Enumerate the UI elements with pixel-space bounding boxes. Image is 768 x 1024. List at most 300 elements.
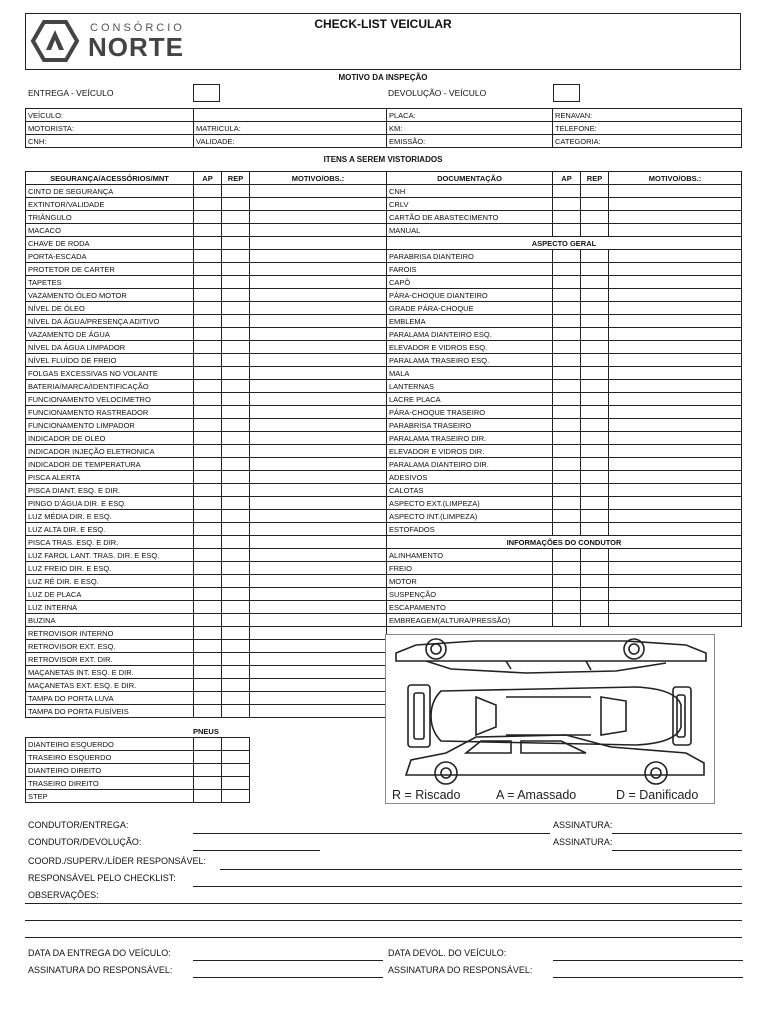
ap-cell[interactable] <box>553 276 581 289</box>
rep-cell[interactable] <box>222 471 250 484</box>
rep-cell[interactable] <box>581 263 609 276</box>
rep-cell[interactable] <box>581 445 609 458</box>
ap-cell[interactable] <box>194 764 222 777</box>
devolucao-checkbox[interactable] <box>553 84 580 102</box>
motivo-cell[interactable] <box>250 185 387 198</box>
motivo-cell[interactable] <box>609 484 742 497</box>
ap-cell[interactable] <box>194 536 222 549</box>
ap-cell[interactable] <box>553 458 581 471</box>
rep-cell[interactable] <box>222 289 250 302</box>
motivo-cell[interactable] <box>250 458 387 471</box>
motivo-cell[interactable] <box>609 328 742 341</box>
rep-cell[interactable] <box>222 738 250 751</box>
rep-cell[interactable] <box>581 302 609 315</box>
rep-cell[interactable] <box>222 328 250 341</box>
data-devol-line[interactable] <box>553 960 743 961</box>
car-damage-diagram[interactable] <box>385 634 715 804</box>
item-label: FREIO <box>387 562 553 575</box>
item-label: MAÇANETAS EXT. ESQ. E DIR. <box>26 679 194 692</box>
ap-cell[interactable] <box>194 406 222 419</box>
ap-cell[interactable] <box>194 198 222 211</box>
rep-cell[interactable] <box>222 790 250 803</box>
ap-cell[interactable] <box>553 354 581 367</box>
motivo-cell[interactable] <box>609 276 742 289</box>
motivo-cell[interactable] <box>250 640 387 653</box>
responsavel-line[interactable] <box>193 886 742 887</box>
rep-cell[interactable] <box>581 484 609 497</box>
ap-cell[interactable] <box>553 393 581 406</box>
motivo-cell[interactable] <box>609 250 742 263</box>
item-label: GRADE PÁRA-CHOQUE <box>387 302 553 315</box>
vehicle-info-cell[interactable]: MOTORISTA: <box>26 122 194 135</box>
motivo-cell[interactable] <box>609 289 742 302</box>
rep-cell[interactable] <box>581 549 609 562</box>
motivo-cell[interactable] <box>250 250 387 263</box>
right-checklist-row <box>387 484 742 497</box>
item-label: PARABRISA TRASEIRO <box>387 419 553 432</box>
motivo-cell[interactable] <box>250 315 387 328</box>
ap-cell[interactable] <box>194 575 222 588</box>
motivo-cell[interactable] <box>609 601 742 614</box>
rep-cell[interactable] <box>581 185 609 198</box>
rep-cell[interactable] <box>222 250 250 263</box>
ap-cell[interactable] <box>194 367 222 380</box>
ap-cell[interactable] <box>553 471 581 484</box>
ap-cell[interactable] <box>194 790 222 803</box>
ap-cell[interactable] <box>194 432 222 445</box>
observacoes-line-3[interactable] <box>25 937 742 938</box>
page-title: CHECK-LIST VEICULAR <box>314 17 452 31</box>
motivo-cell[interactable] <box>250 653 387 666</box>
motivo-cell[interactable] <box>250 575 387 588</box>
rep-cell[interactable] <box>222 185 250 198</box>
rep-cell[interactable] <box>581 432 609 445</box>
motivo-cell[interactable] <box>250 536 387 549</box>
rep-cell[interactable] <box>222 679 250 692</box>
ap-cell[interactable] <box>553 289 581 302</box>
data-devol-label: DATA DEVOL. DO VEÍCULO: <box>388 948 507 958</box>
ap-cell[interactable] <box>194 614 222 627</box>
motivo-cell[interactable] <box>609 393 742 406</box>
ap-cell[interactable] <box>194 185 222 198</box>
ap-cell[interactable] <box>553 523 581 536</box>
vehicle-info-cell[interactable] <box>194 109 387 122</box>
motivo-cell[interactable] <box>609 341 742 354</box>
rep-cell[interactable] <box>222 777 250 790</box>
ap-cell[interactable] <box>194 263 222 276</box>
ap-cell[interactable] <box>553 614 581 627</box>
left-checklist-row <box>26 406 387 419</box>
rep-cell[interactable] <box>222 367 250 380</box>
data-entrega-label: DATA DA ENTREGA DO VEÍCULO: <box>28 948 171 958</box>
rep-cell[interactable] <box>581 393 609 406</box>
rep-cell[interactable] <box>222 419 250 432</box>
ap-cell[interactable] <box>194 328 222 341</box>
rep-cell[interactable] <box>222 276 250 289</box>
rep-cell[interactable] <box>581 341 609 354</box>
vehicle-info-cell[interactable]: VALIDADE: <box>194 135 387 148</box>
ap-cell[interactable] <box>553 510 581 523</box>
item-label: MOTOR <box>387 575 553 588</box>
right-checklist-row <box>387 250 742 263</box>
motivo-cell[interactable] <box>250 367 387 380</box>
rep-cell[interactable] <box>222 575 250 588</box>
pneus-row <box>26 764 250 777</box>
rep-cell[interactable] <box>222 653 250 666</box>
assinatura-resp-line-right[interactable] <box>553 977 743 978</box>
rep-cell[interactable] <box>222 484 250 497</box>
ap-cell[interactable] <box>194 679 222 692</box>
motivo-cell[interactable] <box>609 575 742 588</box>
ap-cell[interactable] <box>194 393 222 406</box>
ap-cell[interactable] <box>553 250 581 263</box>
rep-cell[interactable] <box>581 601 609 614</box>
motivo-cell[interactable] <box>609 458 742 471</box>
ap-cell[interactable] <box>553 302 581 315</box>
motivo-cell[interactable] <box>609 432 742 445</box>
ap-cell[interactable] <box>553 328 581 341</box>
motivo-cell[interactable] <box>250 393 387 406</box>
motivo-cell[interactable] <box>250 562 387 575</box>
rep-cell[interactable] <box>581 458 609 471</box>
right-checklist-row <box>387 341 742 354</box>
motivo-cell[interactable] <box>609 263 742 276</box>
motivo-cell[interactable] <box>609 367 742 380</box>
motivo-cell[interactable] <box>609 185 742 198</box>
motivo-cell[interactable] <box>250 380 387 393</box>
motivo-cell[interactable] <box>250 601 387 614</box>
motivo-cell[interactable] <box>250 276 387 289</box>
ap-cell[interactable] <box>194 458 222 471</box>
documentacao-header: DOCUMENTAÇÃO <box>387 172 553 185</box>
right-checklist-row <box>387 237 742 250</box>
ap-cell[interactable] <box>553 497 581 510</box>
tire-label: STEP <box>26 790 194 803</box>
rep-cell[interactable] <box>222 393 250 406</box>
motivo-cell[interactable] <box>250 588 387 601</box>
condutor-entrega-line[interactable] <box>193 833 550 834</box>
entrega-checkbox[interactable] <box>193 84 220 102</box>
ap-cell[interactable] <box>194 627 222 640</box>
rep-cell[interactable] <box>581 510 609 523</box>
ap-cell[interactable] <box>553 562 581 575</box>
rep-cell[interactable] <box>222 263 250 276</box>
item-label: PISCA ALERTA <box>26 471 194 484</box>
motivo-cell[interactable] <box>609 614 742 627</box>
motivo-cell[interactable] <box>250 679 387 692</box>
rep-cell[interactable] <box>222 198 250 211</box>
left-checklist-row <box>26 692 387 705</box>
ap-cell[interactable] <box>194 705 222 718</box>
ap-cell[interactable] <box>194 497 222 510</box>
ap-cell[interactable] <box>194 289 222 302</box>
rep-cell[interactable] <box>222 237 250 250</box>
vehicle-info-cell[interactable]: VEÍCULO: <box>26 109 194 122</box>
ap-cell[interactable] <box>194 484 222 497</box>
motivo-cell[interactable] <box>250 471 387 484</box>
motivo-cell[interactable] <box>250 237 387 250</box>
rep-cell[interactable] <box>581 419 609 432</box>
ap-cell[interactable] <box>553 549 581 562</box>
rep-cell[interactable] <box>222 666 250 679</box>
left-checklist-row <box>26 588 387 601</box>
left-checklist-row <box>26 393 387 406</box>
rep-cell[interactable] <box>222 510 250 523</box>
rep-cell[interactable] <box>222 224 250 237</box>
rep-cell[interactable] <box>581 224 609 237</box>
ap-header: AP <box>194 172 222 185</box>
rep-cell[interactable] <box>222 562 250 575</box>
rep-cell[interactable] <box>581 289 609 302</box>
rep-cell[interactable] <box>222 432 250 445</box>
motivo-cell[interactable] <box>609 523 742 536</box>
ap-cell[interactable] <box>553 380 581 393</box>
motivo-cell[interactable] <box>609 211 742 224</box>
motivo-cell[interactable] <box>609 445 742 458</box>
vehicle-info-cell[interactable]: CNH: <box>26 135 194 148</box>
motivo-cell[interactable] <box>609 354 742 367</box>
right-checklist-row <box>387 406 742 419</box>
ap-cell[interactable] <box>553 406 581 419</box>
ap-cell[interactable] <box>553 185 581 198</box>
motivo-cell[interactable] <box>609 224 742 237</box>
rep-cell[interactable] <box>222 354 250 367</box>
rep-cell[interactable] <box>222 445 250 458</box>
rep-cell[interactable] <box>222 211 250 224</box>
rep-cell[interactable] <box>222 549 250 562</box>
coord-line[interactable] <box>220 869 742 870</box>
right-checklist-row <box>387 185 742 198</box>
ap-cell[interactable] <box>194 224 222 237</box>
ap-cell[interactable] <box>553 484 581 497</box>
ap-cell[interactable] <box>194 523 222 536</box>
ap-cell[interactable] <box>194 302 222 315</box>
rep-header: REP <box>581 172 609 185</box>
rep-cell[interactable] <box>581 471 609 484</box>
motivo-cell[interactable] <box>250 263 387 276</box>
motivo-cell[interactable] <box>250 692 387 705</box>
rep-cell[interactable] <box>222 497 250 510</box>
ap-cell[interactable] <box>194 588 222 601</box>
rep-cell[interactable] <box>581 575 609 588</box>
right-checklist-row <box>387 614 742 627</box>
rep-cell[interactable] <box>581 562 609 575</box>
data-entrega-line[interactable] <box>193 960 383 961</box>
item-label: TRIÂNGULO <box>26 211 194 224</box>
rep-cell[interactable] <box>581 250 609 263</box>
motivo-cell[interactable] <box>250 419 387 432</box>
condutor-devolucao-line[interactable] <box>193 850 320 851</box>
rep-cell[interactable] <box>222 764 250 777</box>
item-label: TAPETES <box>26 276 194 289</box>
vehicle-info-cell[interactable]: PLACA: <box>387 109 553 122</box>
ap-cell[interactable] <box>553 419 581 432</box>
rep-cell[interactable] <box>222 705 250 718</box>
ap-cell[interactable] <box>194 751 222 764</box>
ap-cell[interactable] <box>194 380 222 393</box>
ap-cell[interactable] <box>553 315 581 328</box>
motivo-cell[interactable] <box>609 510 742 523</box>
rep-cell[interactable] <box>222 601 250 614</box>
rep-cell[interactable] <box>222 692 250 705</box>
vehicle-info-row <box>26 122 742 135</box>
motivo-cell[interactable] <box>250 627 387 640</box>
motivo-cell[interactable] <box>250 484 387 497</box>
vehicle-info-cell[interactable]: TELEFONE: <box>553 122 742 135</box>
ap-cell[interactable] <box>553 224 581 237</box>
item-label: NÍVEL DE ÓLEO <box>26 302 194 315</box>
ap-cell[interactable] <box>194 419 222 432</box>
rep-cell[interactable] <box>581 315 609 328</box>
pneus-title: PNEUS <box>193 727 219 736</box>
ap-cell[interactable] <box>553 341 581 354</box>
ap-cell[interactable] <box>194 653 222 666</box>
motivo-cell[interactable] <box>250 510 387 523</box>
rep-cell[interactable] <box>581 523 609 536</box>
rep-cell[interactable] <box>222 640 250 653</box>
assinatura-devolucao-line[interactable] <box>612 850 742 851</box>
rep-cell[interactable] <box>222 751 250 764</box>
ap-cell[interactable] <box>194 601 222 614</box>
rep-cell[interactable] <box>581 198 609 211</box>
ap-cell[interactable] <box>194 471 222 484</box>
vehicle-info-cell[interactable]: CATEGORIA: <box>553 135 742 148</box>
item-label: ELEVADOR E VIDROS ESQ. <box>387 341 553 354</box>
left-checklist-row <box>26 562 387 575</box>
right-checklist-row <box>387 575 742 588</box>
motivo-cell[interactable] <box>609 198 742 211</box>
rep-cell[interactable] <box>581 211 609 224</box>
ap-cell[interactable] <box>194 276 222 289</box>
vehicle-info-table <box>25 108 742 148</box>
left-checklist-row <box>26 419 387 432</box>
left-checklist-row <box>26 705 387 718</box>
ap-cell[interactable] <box>194 354 222 367</box>
motivo-cell[interactable] <box>250 523 387 536</box>
ap-cell[interactable] <box>194 510 222 523</box>
ap-cell[interactable] <box>194 211 222 224</box>
motivo-cell[interactable] <box>250 549 387 562</box>
ap-cell[interactable] <box>553 445 581 458</box>
vehicle-info-cell[interactable]: RENAVAN: <box>553 109 742 122</box>
motivo-cell[interactable] <box>250 705 387 718</box>
motivo-cell[interactable] <box>609 419 742 432</box>
motivo-cell[interactable] <box>250 432 387 445</box>
motivo-cell[interactable] <box>609 302 742 315</box>
left-checklist-row <box>26 679 387 692</box>
ap-cell[interactable] <box>194 250 222 263</box>
observacoes-line-1[interactable] <box>25 903 742 904</box>
ap-cell[interactable] <box>194 315 222 328</box>
ap-cell[interactable] <box>194 562 222 575</box>
vehicle-info-cell[interactable]: EMISSÃO: <box>387 135 553 148</box>
rep-cell[interactable] <box>581 614 609 627</box>
rep-cell[interactable] <box>581 588 609 601</box>
ap-cell[interactable] <box>194 640 222 653</box>
motivo-cell[interactable] <box>609 380 742 393</box>
rep-cell[interactable] <box>581 367 609 380</box>
ap-cell[interactable] <box>553 601 581 614</box>
ap-cell[interactable] <box>553 575 581 588</box>
ap-cell[interactable] <box>553 211 581 224</box>
ap-cell[interactable] <box>194 445 222 458</box>
motivo-cell[interactable] <box>250 406 387 419</box>
left-checklist-row <box>26 640 387 653</box>
motivo-cell[interactable] <box>609 549 742 562</box>
rep-cell[interactable] <box>222 588 250 601</box>
motivo-cell[interactable] <box>250 302 387 315</box>
motivo-cell[interactable] <box>609 562 742 575</box>
rep-cell[interactable] <box>222 523 250 536</box>
rep-cell[interactable] <box>222 406 250 419</box>
ap-cell[interactable] <box>194 692 222 705</box>
assinatura-resp-line-left[interactable] <box>193 977 383 978</box>
rep-cell[interactable] <box>581 354 609 367</box>
rep-cell[interactable] <box>222 614 250 627</box>
motivo-cell[interactable] <box>250 198 387 211</box>
vehicle-info-cell[interactable]: MATRICULA: <box>194 122 387 135</box>
motivo-cell[interactable] <box>250 666 387 679</box>
ap-cell[interactable] <box>553 263 581 276</box>
item-label: EMBLEMA <box>387 315 553 328</box>
motivo-cell[interactable] <box>250 445 387 458</box>
rep-cell[interactable] <box>581 328 609 341</box>
motivo-cell[interactable] <box>609 471 742 484</box>
motivo-cell[interactable] <box>250 341 387 354</box>
ap-cell[interactable] <box>194 341 222 354</box>
ap-cell[interactable] <box>194 237 222 250</box>
rep-cell[interactable] <box>222 380 250 393</box>
motivo-cell[interactable] <box>250 328 387 341</box>
right-checklist-row <box>387 198 742 211</box>
motivo-cell[interactable] <box>609 406 742 419</box>
rep-cell[interactable] <box>222 536 250 549</box>
ap-cell[interactable] <box>553 588 581 601</box>
motivo-cell[interactable] <box>609 315 742 328</box>
item-label: PISCA TRAS. ESQ. E DIR. <box>26 536 194 549</box>
left-checklist-row <box>26 497 387 510</box>
assinatura-entrega-line[interactable] <box>612 833 742 834</box>
motivo-cell[interactable] <box>609 588 742 601</box>
rep-cell[interactable] <box>581 497 609 510</box>
observacoes-line-2[interactable] <box>25 920 742 921</box>
motivo-cell[interactable] <box>250 354 387 367</box>
motivo-cell[interactable] <box>609 497 742 510</box>
ap-cell[interactable] <box>194 549 222 562</box>
ap-cell[interactable] <box>194 738 222 751</box>
rep-cell[interactable] <box>581 406 609 419</box>
motivo-cell[interactable] <box>250 211 387 224</box>
rep-cell[interactable] <box>222 458 250 471</box>
motivo-cell[interactable] <box>250 289 387 302</box>
motivo-cell[interactable] <box>250 614 387 627</box>
vehicle-info-cell[interactable]: KM: <box>387 122 553 135</box>
ap-cell[interactable] <box>553 367 581 380</box>
rep-cell[interactable] <box>222 627 250 640</box>
ap-cell[interactable] <box>194 777 222 790</box>
item-label: MAÇANETAS INT. ESQ. E DIR. <box>26 666 194 679</box>
ap-cell[interactable] <box>194 666 222 679</box>
rep-cell[interactable] <box>222 302 250 315</box>
motivo-cell[interactable] <box>250 224 387 237</box>
motivo-cell[interactable] <box>250 497 387 510</box>
ap-cell[interactable] <box>553 198 581 211</box>
rep-cell[interactable] <box>222 341 250 354</box>
rep-cell[interactable] <box>581 276 609 289</box>
rep-cell[interactable] <box>222 315 250 328</box>
ap-cell[interactable] <box>553 432 581 445</box>
rep-cell[interactable] <box>581 380 609 393</box>
